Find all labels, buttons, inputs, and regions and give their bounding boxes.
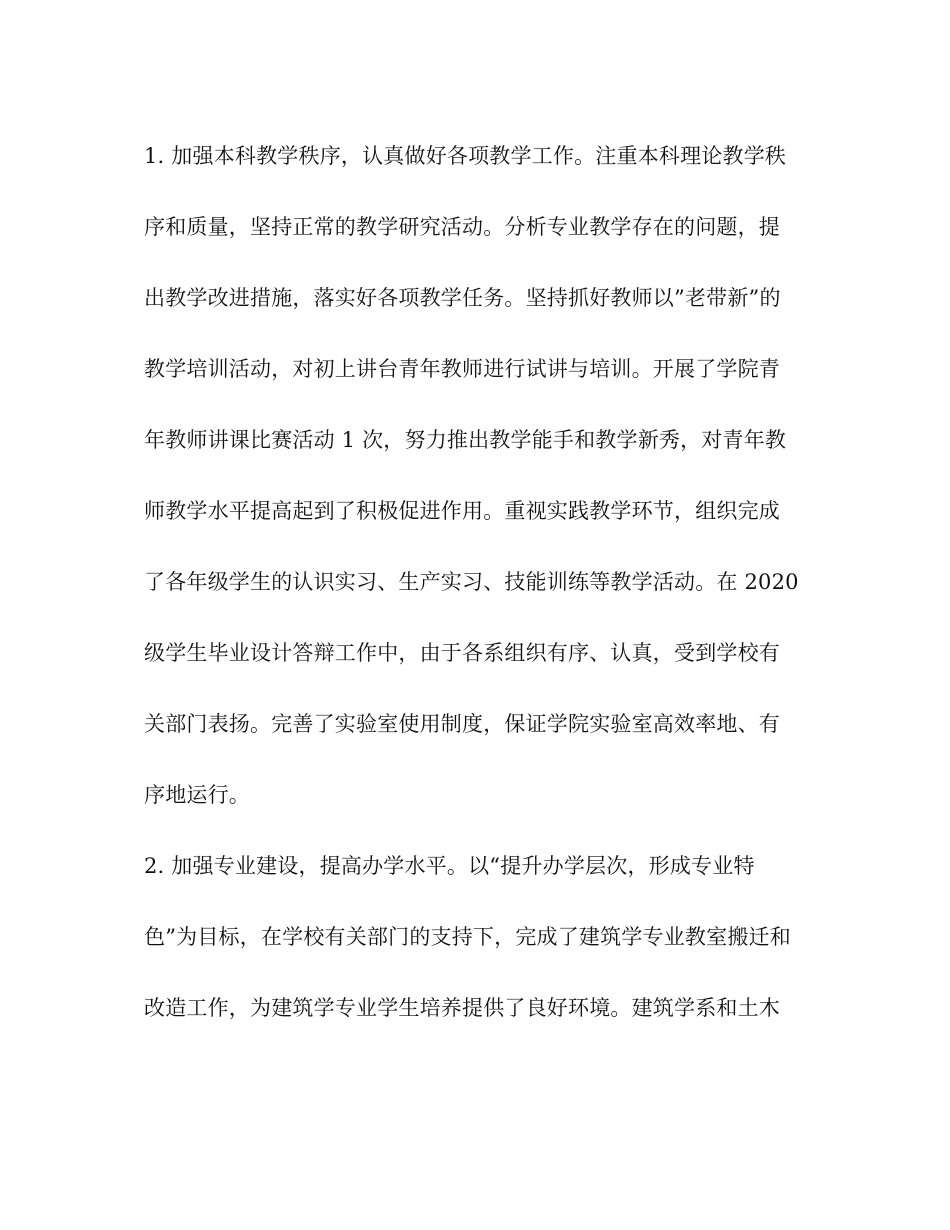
text-line: 出教学改进措施，落实好各项教学任务。坚持抓好教师以”老带新”的 xyxy=(144,286,781,310)
text-line: 级学生毕业设计答辩工作中，由于各系组织有序、认真，受到学校有 xyxy=(144,641,780,665)
text-line: 教学培训活动，对初上讲台青年教师进行试讲与培训。开展了学院青 xyxy=(144,357,780,381)
text-line: 序地运行。 xyxy=(144,783,250,807)
text-line: 色”为目标，在学校有关部门的支持下，完成了建筑学专业教室搬迁和 xyxy=(144,925,791,949)
text-line: 2. 加强专业建设，提高办学水平。以“提升办学层次，形成专业特 xyxy=(144,854,755,878)
text-line: 1. 加强本科教学秩序，认真做好各项教学工作。注重本科理论教学秩 xyxy=(144,144,787,168)
text-line: 年教师讲课比赛活动 1 次，努力推出教学能手和教学新秀，对青年教 xyxy=(144,428,787,452)
text-line: 序和质量，坚持正常的教学研究活动。分析专业教学存在的问题，提 xyxy=(144,215,780,239)
text-line: 关部门表扬。完善了实验室使用制度，保证学院实验室高效率地、有 xyxy=(144,712,780,736)
text-line: 了各年级学生的认识实习、生产实习、技能训练等教学活动。在 2020 xyxy=(144,570,799,594)
text-line: 改造工作，为建筑学专业学生培养提供了良好环境。建筑学系和土木 xyxy=(144,996,780,1020)
text-line: 师教学水平提高起到了积极促进作用。重视实践教学环节，组织完成 xyxy=(144,499,780,523)
